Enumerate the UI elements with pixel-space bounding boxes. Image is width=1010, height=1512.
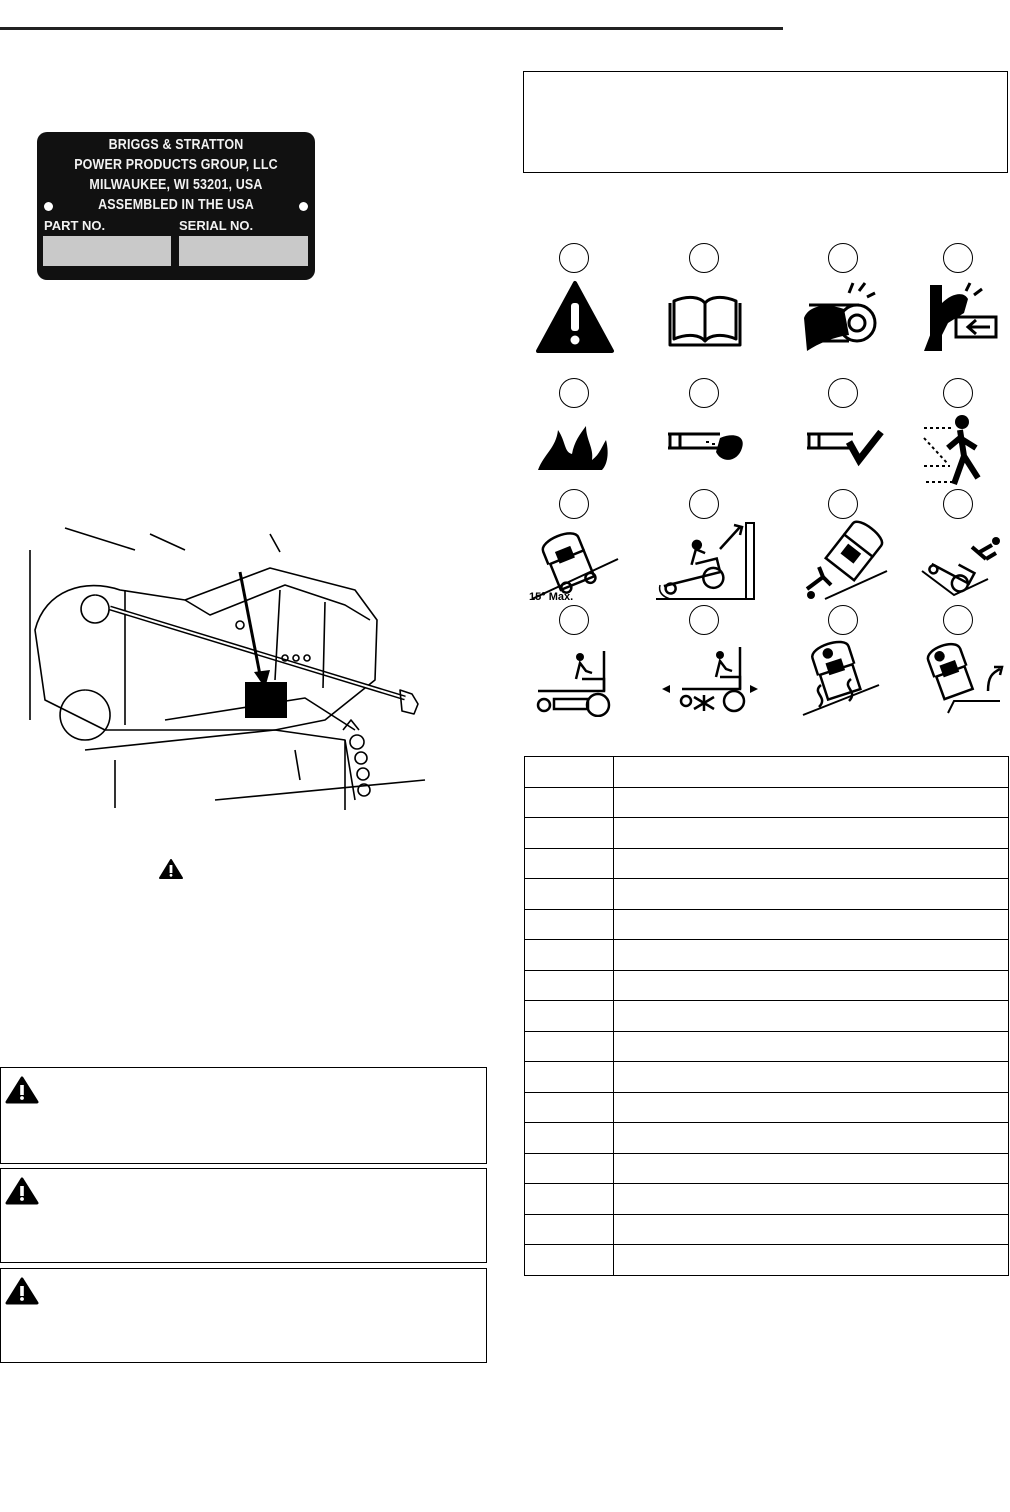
table-row (525, 1062, 1009, 1093)
table-row (525, 848, 1009, 879)
symbol-rollover-ditch (904, 489, 1010, 604)
symbol-number-badge (943, 378, 973, 408)
table-row (525, 1245, 1009, 1276)
symbol-full-level (789, 378, 899, 493)
symbol-belt-entanglement (789, 243, 899, 358)
symbol-legend-table (524, 756, 1009, 1276)
table-row (525, 1214, 1009, 1245)
table-row (525, 757, 1009, 788)
symbol-number-badge (943, 243, 973, 273)
warning-box-1 (0, 1067, 487, 1164)
crush-hazard-icon (904, 273, 1010, 355)
symbol-number-badge (828, 378, 858, 408)
warning-icon (5, 1277, 39, 1305)
warning-box-3 (0, 1268, 487, 1363)
rollover-ditch-icon (904, 519, 1010, 601)
serial-number-label: SERIAL NO. (179, 218, 254, 233)
table-row (525, 940, 1009, 971)
rops-side-to-side-icon (650, 635, 760, 717)
plate-line-1: BRIGGS & STRATTON (108, 137, 244, 153)
symbol-number-badge (689, 489, 719, 519)
symbol-rollover-fall (789, 489, 899, 604)
plate-line-4: ASSEMBLED IN THE USA (98, 197, 254, 213)
rollover-fall-icon (789, 519, 899, 601)
symbol-rops-side (650, 605, 760, 720)
rollover-obstacle-icon (650, 519, 760, 601)
identification-plate (37, 132, 315, 280)
symbol-number-badge (559, 605, 589, 635)
plate-mounting-hole-left (44, 202, 53, 211)
symbol-crush-hazard (904, 243, 1010, 358)
warning-box-2 (0, 1168, 487, 1263)
rops-seated-icon (520, 635, 630, 717)
high-level-icon (650, 408, 760, 490)
belt-entanglement-icon (789, 273, 899, 355)
symbol-number-badge (943, 605, 973, 635)
symbol-number-badge (559, 243, 589, 273)
symbol-safety-alert (520, 243, 630, 358)
plate-location-illustration (25, 520, 465, 810)
thrown-objects-icon (904, 408, 1010, 490)
symbol-thrown-objects (904, 378, 1010, 493)
table-row (525, 1031, 1009, 1062)
table-row (525, 1184, 1009, 1215)
slope-slippery-icon (789, 635, 899, 717)
symbol-slope-limit (520, 489, 630, 604)
table-row (525, 1001, 1009, 1032)
plate-mounting-hole-right (299, 202, 308, 211)
serial-number-field (179, 236, 308, 266)
part-number-label: PART NO. (44, 218, 106, 233)
symbol-slope-turn (904, 605, 1010, 720)
table-row (525, 879, 1009, 910)
symbol-number-badge (828, 243, 858, 273)
symbol-rops-seated (520, 605, 630, 720)
symbol-fire-hazard (520, 378, 630, 493)
table-row (525, 818, 1009, 849)
symbol-number-badge (689, 605, 719, 635)
symbol-number-badge (689, 243, 719, 273)
part-number-field (43, 236, 171, 266)
symbol-number-badge (828, 605, 858, 635)
symbol-rollover-obstacle (650, 489, 760, 604)
top-rule (0, 27, 783, 30)
safety-alert-icon (520, 273, 630, 355)
slope-caption: 15° Max. (529, 591, 574, 603)
plate-line-2: POWER PRODUCTS GROUP, LLC (74, 157, 278, 173)
symbol-high-level (650, 378, 760, 493)
slope-15-max-icon (520, 519, 630, 601)
symbol-slope-slippery (789, 605, 899, 720)
table-row (525, 1092, 1009, 1123)
symbol-number-badge (828, 489, 858, 519)
notice-box (523, 71, 1008, 173)
symbol-number-badge (943, 489, 973, 519)
table-row (525, 970, 1009, 1001)
symbol-number-badge (559, 489, 589, 519)
warning-icon (5, 1076, 39, 1104)
inline-warning-icon (158, 858, 184, 880)
table-row (525, 1123, 1009, 1154)
symbol-number-badge (559, 378, 589, 408)
slope-turn-icon (904, 635, 1010, 717)
symbol-number-badge (689, 378, 719, 408)
symbol-read-manual (650, 243, 760, 358)
plate-line-3: MILWAUKEE, WI 53201, USA (89, 177, 263, 193)
table-row (525, 787, 1009, 818)
full-level-icon (789, 408, 899, 490)
table-row (525, 909, 1009, 940)
operator-manual-icon (650, 273, 760, 355)
fire-hazard-icon (520, 408, 630, 490)
table-row (525, 1153, 1009, 1184)
warning-icon (5, 1177, 39, 1205)
